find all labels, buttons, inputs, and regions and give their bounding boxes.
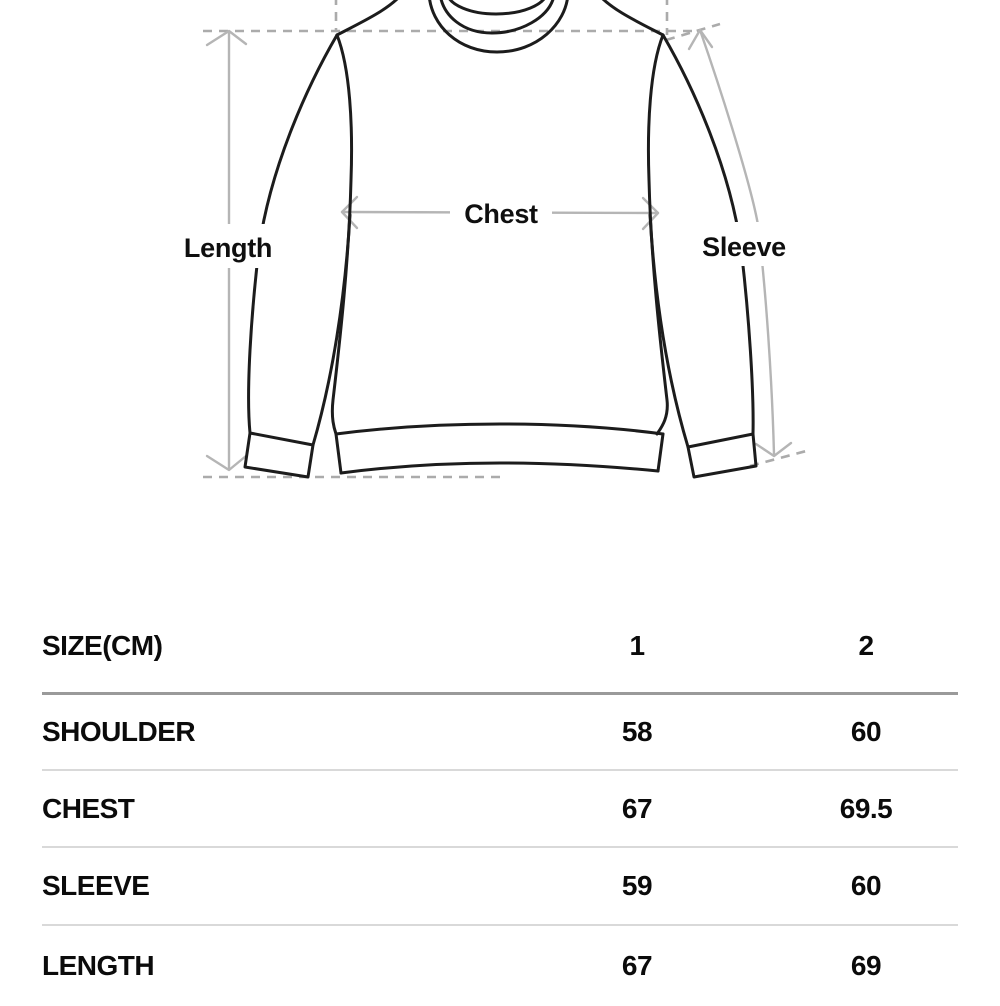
row-value-size1: 59 xyxy=(621,870,653,901)
right-cuff xyxy=(688,434,756,477)
row-value-size2: 60 xyxy=(850,716,882,747)
row-value-size2: 69 xyxy=(850,950,882,981)
table-row-sleeve xyxy=(42,848,958,924)
garment-outline xyxy=(245,0,756,477)
hem-band-top-edge xyxy=(336,424,663,434)
row-value-size2: 60 xyxy=(850,870,882,901)
hem-band-right-edge xyxy=(658,434,663,471)
length-arrowhead-bottom xyxy=(207,456,246,470)
size-table xyxy=(0,600,1000,1006)
row-label: SHOULDER xyxy=(42,716,196,747)
table-row-length xyxy=(42,926,958,1006)
left-cuff xyxy=(245,433,313,477)
row-label: LENGTH xyxy=(42,950,155,981)
size-column-2-header: 2 xyxy=(858,630,874,661)
row-value-size1: 67 xyxy=(621,792,653,824)
table-row-shoulder xyxy=(42,695,958,769)
row-value-size1: 58 xyxy=(621,716,653,747)
size-column-1-header: 1 xyxy=(629,630,645,661)
length-arrowhead-top xyxy=(207,31,246,45)
collar-inner-arc xyxy=(447,0,547,14)
chest-label: Chest xyxy=(464,199,538,229)
table-row-chest xyxy=(42,771,958,846)
size-table-header-row xyxy=(42,600,958,692)
length-label: Length xyxy=(183,233,273,263)
sleeve-label: Sleeve xyxy=(702,232,786,262)
hem-band-left-edge xyxy=(336,434,341,473)
row-value-size2: 69.5 xyxy=(839,792,893,824)
row-label: SLEEVE xyxy=(42,870,150,901)
row-label: CHEST xyxy=(42,792,135,824)
size-unit-header: SIZE(CM) xyxy=(42,630,163,661)
hem-band-bottom-edge xyxy=(341,463,658,473)
right-sleeve-inner-edge xyxy=(650,215,688,447)
row-value-size1: 67 xyxy=(621,950,653,981)
